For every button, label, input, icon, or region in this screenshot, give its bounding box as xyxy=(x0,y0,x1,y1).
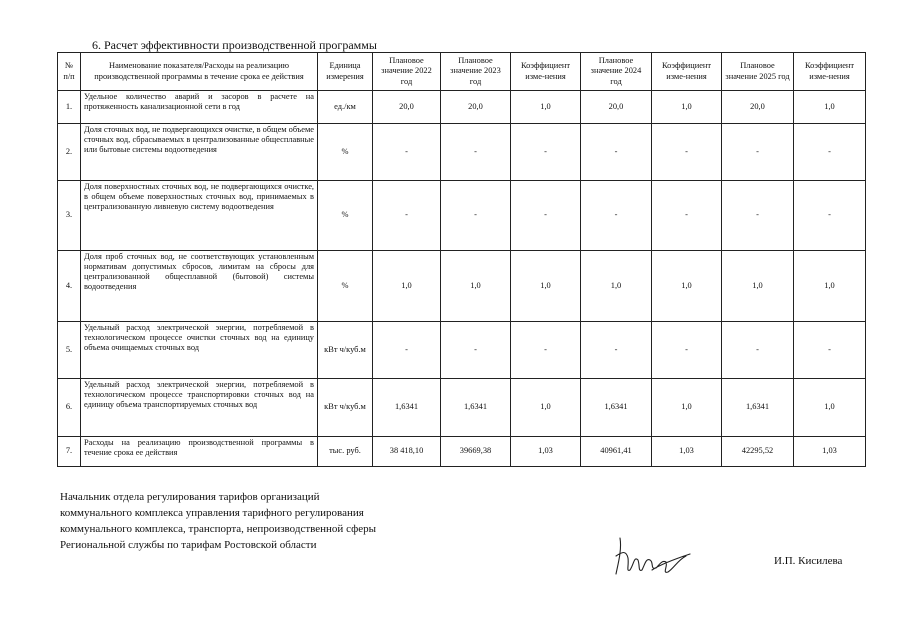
row-coef-1: 1,0 xyxy=(511,251,581,322)
row-coef-3: 1,0 xyxy=(794,251,866,322)
header-number: № п/п xyxy=(58,53,81,91)
table-row xyxy=(58,181,866,251)
row-coef-1: - xyxy=(511,181,581,251)
row-coef-2: 1,0 xyxy=(652,379,722,437)
header-row xyxy=(58,53,866,91)
header-plan-2023: Плановое значение 2023 год xyxy=(441,53,511,91)
row-plan-2022: 38 418,10 xyxy=(373,437,441,467)
row-name: Доля проб сточных вод, не соответствующих установленным нормативам допустимых сбросов, лимитам на сбросы для централизованной общесплавной (бытовой) системы водоотведения xyxy=(81,251,318,322)
row-name: Расходы на реализацию производственной программы в течение срока ее действия xyxy=(81,437,318,467)
row-unit: % xyxy=(318,124,373,181)
header-coef-2: Коэффициент изме-нения xyxy=(652,53,722,91)
row-number: 6. xyxy=(58,379,81,437)
row-coef-1: 1,0 xyxy=(511,91,581,124)
table-row xyxy=(58,322,866,379)
table-row xyxy=(58,91,866,124)
row-unit: ед./км xyxy=(318,91,373,124)
table-row xyxy=(58,437,866,467)
row-plan-2023: - xyxy=(441,181,511,251)
row-name: Доля сточных вод, не подвергающихся очистке, в общем объеме сточных вод, сбрасываемых в централизованные общесплавные или бытовые системы водоотведения xyxy=(81,124,318,181)
row-plan-2025: 42295,52 xyxy=(722,437,794,467)
row-plan-2022: 1,0 xyxy=(373,251,441,322)
row-coef-1: 1,0 xyxy=(511,379,581,437)
table-row xyxy=(58,124,866,181)
row-plan-2023: 20,0 xyxy=(441,91,511,124)
header-plan-2024: Плановое значение 2024 год xyxy=(581,53,652,91)
row-plan-2025: 20,0 xyxy=(722,91,794,124)
row-name: Удельное количество аварий и засоров в расчете на протяженность канализационной сети в год xyxy=(81,91,318,124)
row-coef-2: 1,03 xyxy=(652,437,722,467)
table-row xyxy=(58,251,866,322)
header-plan-2022: Плановое значение 2022 год xyxy=(373,53,441,91)
efficiency-table xyxy=(57,52,866,467)
row-plan-2022: - xyxy=(373,124,441,181)
row-unit: тыс. руб. xyxy=(318,437,373,467)
row-coef-3: 1,03 xyxy=(794,437,866,467)
row-coef-3: 1,0 xyxy=(794,91,866,124)
row-unit: кВт ч/куб.м xyxy=(318,379,373,437)
row-plan-2025: - xyxy=(722,322,794,379)
row-coef-1: - xyxy=(511,322,581,379)
row-plan-2022: 20,0 xyxy=(373,91,441,124)
row-plan-2022: 1,6341 xyxy=(373,379,441,437)
row-unit: % xyxy=(318,251,373,322)
row-coef-2: - xyxy=(652,124,722,181)
row-number: 4. xyxy=(58,251,81,322)
header-coef-3: Коэффициент изме-нения xyxy=(794,53,866,91)
row-coef-1: - xyxy=(511,124,581,181)
header-unit: Единица измерения xyxy=(318,53,373,91)
row-coef-3: - xyxy=(794,124,866,181)
signer-name: И.П. Кисилева xyxy=(774,555,843,567)
row-number: 2. xyxy=(58,124,81,181)
row-name: Доля поверхностных сточных вод, не подвергающихся очистке, в общем объеме поверхностных сточных вод, принимаемых в централизованную ливневую систему водоотведения xyxy=(81,181,318,251)
row-plan-2022: - xyxy=(373,181,441,251)
header-name: Наименование показателя/Расходы на реализацию производственной программы в течение срока ее действия xyxy=(81,53,318,91)
row-name: Удельный расход электрической энергии, потребляемой в технологическом процессе транспортировки сточных вод на единицу объема транспортируемых сточных вод xyxy=(81,379,318,437)
row-plan-2023: - xyxy=(441,124,511,181)
row-number: 5. xyxy=(58,322,81,379)
row-plan-2024: - xyxy=(581,181,652,251)
row-coef-2: 1,0 xyxy=(652,91,722,124)
table-row xyxy=(58,379,866,437)
header-coef-1: Коэффициент изме-нения xyxy=(511,53,581,91)
row-plan-2025: 1,0 xyxy=(722,251,794,322)
row-coef-2: - xyxy=(652,322,722,379)
row-plan-2025: - xyxy=(722,124,794,181)
row-plan-2025: 1,6341 xyxy=(722,379,794,437)
row-unit: кВт ч/куб.м xyxy=(318,322,373,379)
row-plan-2024: - xyxy=(581,322,652,379)
row-plan-2022: - xyxy=(373,322,441,379)
row-plan-2024: 40961,41 xyxy=(581,437,652,467)
row-plan-2023: 39669,38 xyxy=(441,437,511,467)
row-plan-2024: 20,0 xyxy=(581,91,652,124)
row-plan-2024: - xyxy=(581,124,652,181)
row-coef-3: - xyxy=(794,322,866,379)
row-plan-2023: - xyxy=(441,322,511,379)
row-number: 1. xyxy=(58,91,81,124)
row-number: 3. xyxy=(58,181,81,251)
row-number: 7. xyxy=(58,437,81,467)
row-plan-2024: 1,6341 xyxy=(581,379,652,437)
row-plan-2024: 1,0 xyxy=(581,251,652,322)
row-coef-3: 1,0 xyxy=(794,379,866,437)
row-plan-2023: 1,0 xyxy=(441,251,511,322)
row-coef-1: 1,03 xyxy=(511,437,581,467)
row-name: Удельный расход электрической энергии, потребляемой в технологическом процессе очистки сточных вод на единицу объема очищаемых сточных вод xyxy=(81,322,318,379)
row-plan-2023: 1,6341 xyxy=(441,379,511,437)
handwritten-signature xyxy=(612,530,692,580)
row-coef-3: - xyxy=(794,181,866,251)
signer-position: Начальник отдела регулирования тарифов организаций коммунального комплекса управления тарифного регулирования коммунального комплекса, транспорта, непроизводственной сферы Региональной службы по тарифам Ростовской области xyxy=(60,491,376,551)
section-title: 6. Расчет эффективности производственной программы xyxy=(92,38,377,52)
row-coef-2: 1,0 xyxy=(652,251,722,322)
row-unit: % xyxy=(318,181,373,251)
row-coef-2: - xyxy=(652,181,722,251)
header-plan-2025: Плановое значение 2025 год xyxy=(722,53,794,91)
row-plan-2025: - xyxy=(722,181,794,251)
